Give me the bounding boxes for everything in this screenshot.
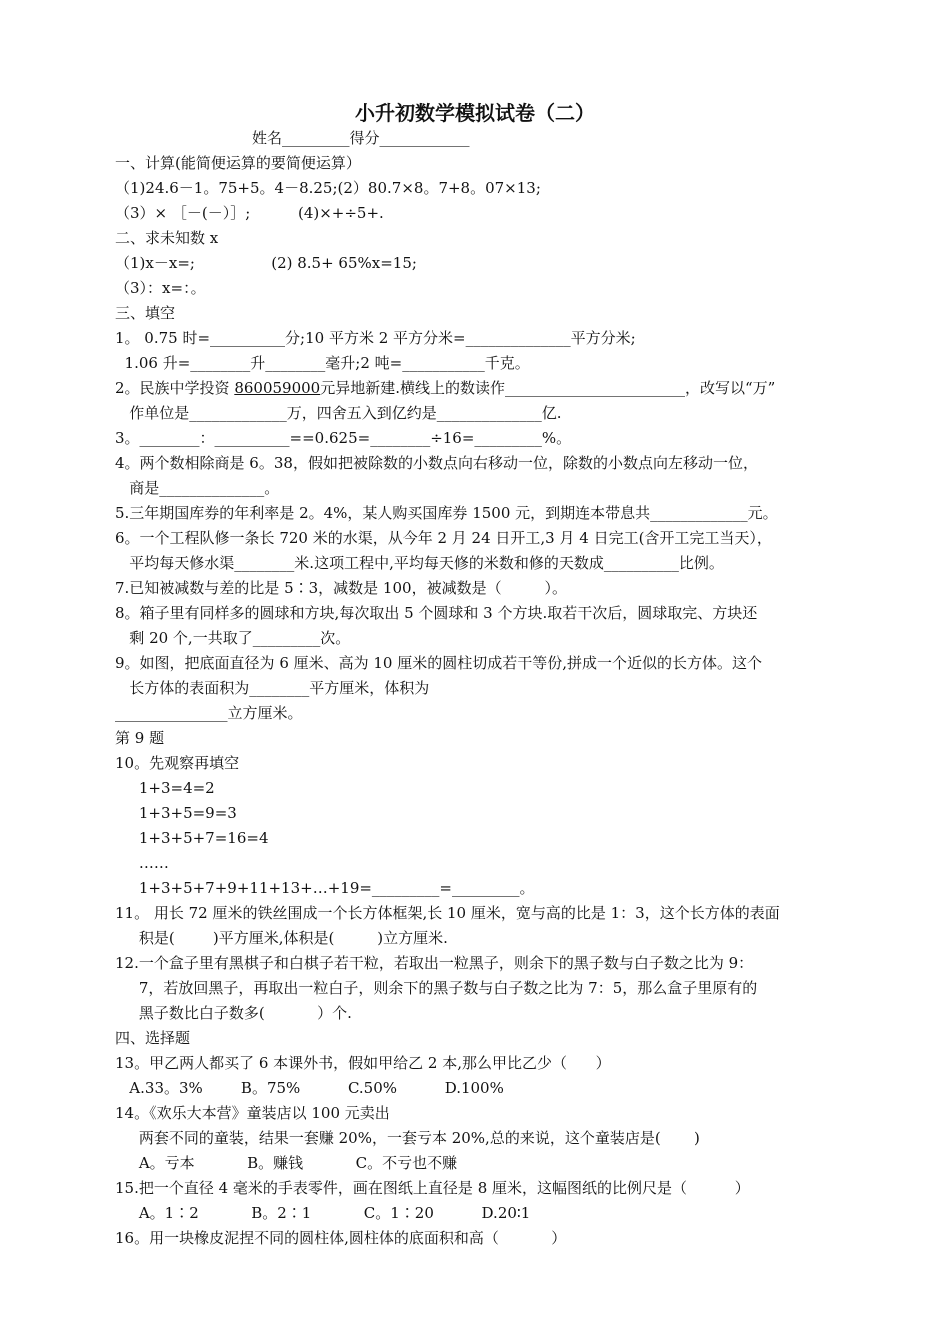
q4-line-1: 4。两个数相除商是 6。38，假如把被除数的小数点向右移动一位，除数的小数点向左移动一位， <box>115 454 758 472</box>
q7-line: 7.已知被减数与差的比是 5∶3，减数是 100，被减数是（ ）。 <box>115 579 567 597</box>
q13-options: A.33。3% B。75% C.50% D.100% <box>115 1079 504 1097</box>
q1-line-2: 1.06 升=________升________毫升;2 吨=___________千克。 <box>115 354 530 372</box>
q11-line-1: 11。 用长 72 厘米的铁丝围成一个长方体框架,长 10 厘米，宽与高的比是 1：3，这个长方体的表面 <box>115 904 780 922</box>
calc-line-1: （1)24.6－1。75+5。4－8.25;(2）80.7×8。7+8。07×13; <box>115 179 541 197</box>
q12-line-2: 7，若放回黑子，再取出一粒白子，则余下的黑子数与白子数之比为 7：5，那么盒子里原有的 <box>115 979 758 997</box>
q2-line-1 <box>115 378 775 398</box>
q6-line-1: 6。一个工程队修一条长 720 米的水渠，从今年 2 月 24 日开工,3 月 4 日完工(含开工完工当天）， <box>115 529 772 547</box>
q9-line-3: _______________立方厘米。 <box>115 704 303 722</box>
q13-line: 13。甲乙两人都买了 6 本课外书，假如甲给乙 2 本,那么甲比乙少（ ） <box>115 1054 611 1072</box>
q2-line-2: 作单位是_____________万，四舍五入到亿约是______________亿. <box>115 404 562 422</box>
solve-line-2: （3）：x=：。 <box>115 279 206 297</box>
solve-line-1: （1)x－x=; (2) 8.5+ 65%x=15; <box>115 254 417 272</box>
q16-line: 16。用一块橡皮泥捏不同的圆柱体,圆柱体的底面积和高（ ） <box>115 1229 567 1247</box>
q5-line: 5.三年期国库券的年利率是 2。4%，某人购买国库券 1500 元，到期连本带息共_____________元。 <box>115 504 778 522</box>
q1-line-1: 1。 0.75 时=__________分;10 平方米 2 平方分米=______________平方分米; <box>115 329 636 347</box>
q6-line-2: 平均每天修水渠________米.这项工程中,平均每天修的米数和修的天数成__________比例。 <box>115 554 724 572</box>
q9-line-1: 9。如图，把底面直径为 6 厘米、高为 10 厘米的圆柱切成若干等份,拼成一个近似的长方体。这个 <box>115 654 763 672</box>
q2-post: 元异地新建.横线上的数读作________________________，改写以“万” <box>320 379 776 397</box>
section-fill-heading: 三、填空 <box>115 304 176 322</box>
q9-line-2: 长方体的表面积为________平方厘米，体积为 <box>115 679 430 697</box>
q15-options: A。1∶2 B。2∶1 C。1∶20 D.20∶1 <box>115 1204 531 1222</box>
q8-line-2: 剩 20 个,一共取了_________次。 <box>115 629 351 647</box>
section-solve-heading: 二、求未知数 x <box>115 229 219 247</box>
q10-ellipsis: …… <box>115 854 169 872</box>
name-score-line: 姓名_________得分____________ <box>252 129 470 147</box>
q12-line-1: 12.一个盒子里有黑棋子和白棋子若干粒，若取出一粒黑子，则余下的黑子数与白子数之比为 9： <box>115 954 754 972</box>
calc-line-2: （3）× ［－(－）］; (4)×+÷5+. <box>115 204 384 222</box>
section-choice-heading: 四、选择题 <box>115 1029 191 1047</box>
q10-heading: 10。先观察再填空 <box>115 754 240 772</box>
q4-line-2: 商是______________。 <box>115 479 280 497</box>
q14-line-1: 14。《欢乐大本营》童装店以 100 元卖出 <box>115 1104 390 1122</box>
q15-line: 15.把一个直径 4 毫米的手表零件，画在图纸上直径是 8 厘米，这幅图纸的比例尺是（ ） <box>115 1179 750 1197</box>
page-title: 小升初数学模拟试卷（二） <box>355 101 595 125</box>
q10-row-final: 1+3+5+7+9+11+13+…+19=_________=_________。 <box>115 879 535 897</box>
q10-row-3: 1+3+5+7=16=4 <box>115 829 269 847</box>
q12-line-3: 黑子数比白子数多( ）个. <box>115 1004 352 1022</box>
q14-options: A。亏本 B。赚钱 C。不亏也不赚 <box>115 1154 458 1172</box>
q2-number: 860059000 <box>234 379 321 397</box>
q11-line-2: 积是( )平方厘米,体积是( )立方厘米. <box>115 929 448 947</box>
q8-line-1: 8。箱子里有同样多的圆球和方块,每次取出 5 个圆球和 3 个方块.取若干次后，圆球取完、方块还 <box>115 604 758 622</box>
q9-figure-caption: 第 9 题 <box>115 729 165 747</box>
q2-pre: 2。民族中学投资 <box>115 379 235 397</box>
q10-row-1: 1+3=4=2 <box>115 779 215 797</box>
q14-line-2: 两套不同的童装，结果一套赚 20%，一套亏本 20%,总的来说，这个童装店是( ) <box>115 1129 700 1147</box>
q3-line: 3。________：__________==0.625=________÷16=_________%。 <box>115 429 572 447</box>
section-calc-heading: 一、计算(能简便运算的要简便运算） <box>115 154 361 172</box>
q10-row-2: 1+3+5=9=3 <box>115 804 237 822</box>
